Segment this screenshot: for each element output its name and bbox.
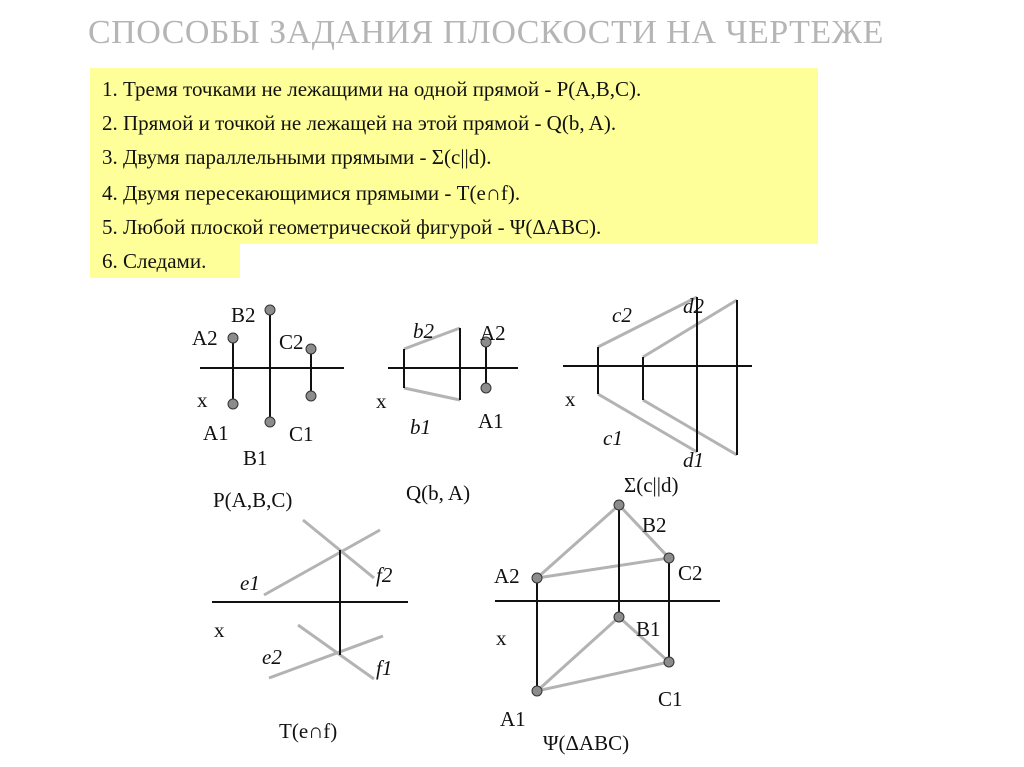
label-a2: A2 [494, 564, 520, 588]
label-a2: A2 [192, 326, 218, 350]
method-item-5: 5. Любой плоской геометрической фигурой - Ψ(ΔABC). [102, 215, 602, 239]
label-b1: b1 [410, 415, 431, 439]
caption-triangle: Ψ(ΔABC) [543, 731, 630, 755]
label-e1: e1 [240, 571, 260, 595]
label-a1: A1 [500, 707, 526, 731]
label-x: x [214, 618, 225, 642]
label-a2: A2 [480, 321, 506, 345]
label-d2: d2 [683, 294, 704, 318]
point-b1 [265, 417, 275, 427]
label-b2: b2 [413, 319, 434, 343]
method-item-3: 3. Двумя параллельными прямыми - Σ(c||d). [102, 145, 492, 169]
label-x: x [197, 388, 208, 412]
label-b2: B2 [642, 513, 667, 537]
method-item-4: 4. Двумя пересекающимися прямыми - T(e∩f). [102, 181, 521, 205]
label-c1: C1 [658, 687, 683, 711]
line-e1 [264, 530, 380, 595]
point-c1 [664, 657, 674, 667]
line-b1 [404, 388, 460, 400]
label-c2: C2 [279, 330, 304, 354]
point-a2 [532, 573, 542, 583]
label-c2: c2 [612, 303, 632, 327]
point-a2 [228, 333, 238, 343]
figure-three-points [192, 303, 344, 512]
label-b2: B2 [231, 303, 256, 327]
label-f1: f1 [376, 656, 393, 680]
label-e2: e2 [262, 645, 282, 669]
label-x: x [376, 389, 387, 413]
point-a1 [532, 686, 542, 696]
point-c2 [664, 553, 674, 563]
method-item-1: 1. Тремя точками не лежащими на одной прямой - Р(А,В,С). [102, 77, 642, 101]
label-a1: A1 [203, 421, 229, 445]
method-item-2: 2. Прямой и точкой не лежащей на этой прямой - Q(b, A). [102, 111, 617, 135]
caption-points: Р(А,В,С) [213, 488, 293, 512]
label-c1: C1 [289, 422, 314, 446]
caption-intersecting: T(e∩f) [279, 719, 338, 743]
figure-intersecting-lines [212, 520, 408, 743]
point-b2 [614, 500, 624, 510]
label-c1: c1 [603, 426, 623, 450]
point-c1 [306, 391, 316, 401]
slide-title: СПОСОБЫ ЗАДАНИЯ ПЛОСКОСТИ НА ЧЕРТЕЖЕ [88, 14, 884, 51]
label-c2: C2 [678, 561, 703, 585]
line-f2 [303, 520, 374, 578]
label-f2: f2 [376, 563, 393, 587]
label-b1: B1 [636, 617, 661, 641]
point-a1 [481, 383, 491, 393]
figure-parallel-lines [563, 294, 752, 497]
label-x: x [565, 387, 576, 411]
point-b1 [614, 612, 624, 622]
method-item-6: 6. Следами. [102, 249, 207, 273]
point-a1 [228, 399, 238, 409]
caption-parallel: Σ(c||d) [624, 473, 679, 497]
line-f1 [298, 625, 374, 679]
caption-line-point: Q(b, A) [406, 481, 471, 505]
figure-triangle [494, 500, 720, 755]
point-b2 [265, 305, 275, 315]
label-a1: A1 [478, 409, 504, 433]
figure-line-and-point [376, 319, 518, 505]
label-x: x [496, 626, 507, 650]
label-b1: B1 [243, 446, 268, 470]
label-d1: d1 [683, 448, 704, 472]
point-c2 [306, 344, 316, 354]
